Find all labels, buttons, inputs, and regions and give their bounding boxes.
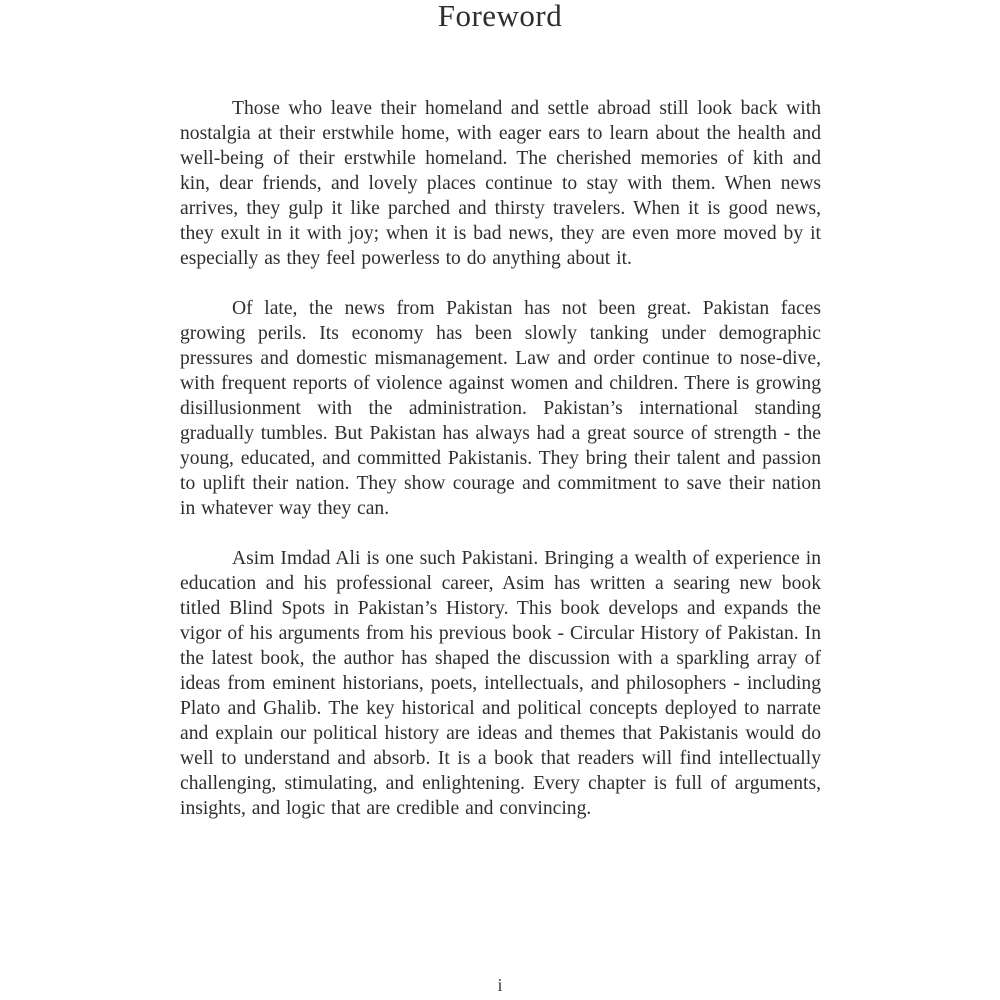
body-text xyxy=(180,96,821,846)
paragraph-1: Those who leave their homeland and settle abroad still look back with nostalgia at their erstwhile home, with eager ears to learn about the health and well-being of their erstwhile homeland. The cherished memories of kith and kin, dear friends, and lovely places continue to stay with them. When news arrives, they gulp it like parched and thirsty travelers. When it is good news, they exult in it with joy; when it is bad news, they are even more moved by it especially as they feel powerless to do anything about it. xyxy=(180,98,821,269)
paragraph-2: Of late, the news from Pakistan has not been great. Pakistan faces growing perils. Its economy has been slowly tanking under demographic pressures and domestic mismanagement. Law and order continue to nose-dive, with frequent reports of violence against women and children. There is growing disillusionment with the administration. Pakistan’s international standing gradually tumbles. But Pakistan has always had a great source of strength - the young, educated, and committed Pakistanis. They bring their talent and passion to uplift their nation. They show courage and commitment to save their nation in whatever way they can. xyxy=(180,298,821,519)
page-title: Foreword xyxy=(437,0,563,33)
page-number: i xyxy=(497,975,503,995)
paragraph-3: Asim Imdad Ali is one such Pakistani. Bringing a wealth of experience in education and his professional career, Asim has written a searing new book titled Blind Spots in Pakistan’s History. This book develops and expands the vigor of his arguments from his previous book - Circular History of Pakistan. In the latest book, the author has shaped the discussion with a sparkling array of ideas from eminent historians, poets, intellectuals, and philosophers - including Plato and Ghalib. The key historical and political concepts deployed to narrate and explain our political history are ideas and themes that Pakistanis would do well to understand and absorb. It is a book that readers will find intellectually challenging, stimulating, and enlightening. Every chapter is full of arguments, insights, and logic that are credible and convincing. xyxy=(180,548,821,819)
